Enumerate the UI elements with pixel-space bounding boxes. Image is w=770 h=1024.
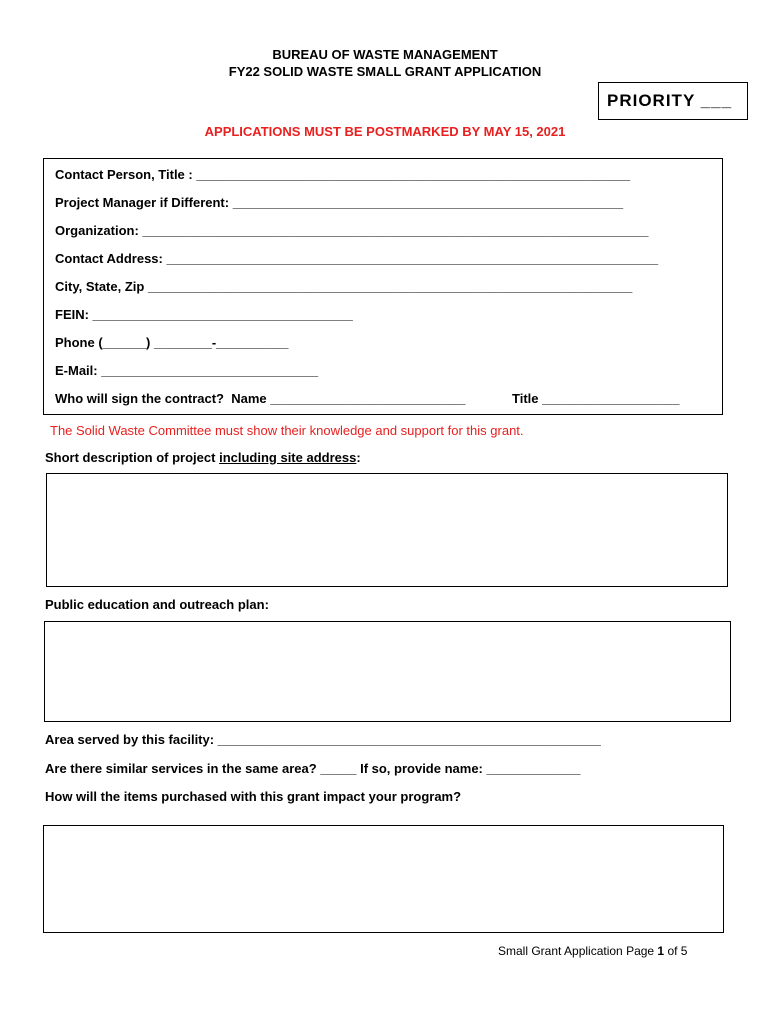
project-description-label bbox=[45, 450, 361, 465]
footer-middle: of bbox=[664, 944, 681, 958]
outreach-plan-label: Public education and outreach plan: bbox=[45, 597, 269, 612]
priority-box[interactable]: PRIORITY ___ bbox=[598, 82, 748, 120]
committee-support-note: The Solid Waste Committee must show their knowledge and support for this grant. bbox=[50, 423, 524, 438]
fein-field[interactable]: FEIN: ____________________________________ bbox=[55, 307, 353, 322]
email-field[interactable]: E-Mail: ______________________________ bbox=[55, 363, 319, 378]
footer-prefix: Small Grant Application Page bbox=[498, 944, 658, 958]
signer-name-field[interactable]: Who will sign the contract? Name ___________________________ bbox=[55, 391, 466, 406]
signer-title-field[interactable]: Title ___________________ bbox=[512, 391, 680, 406]
footer-page-number: 1 bbox=[657, 944, 665, 958]
deadline-notice: APPLICATIONS MUST BE POSTMARKED BY MAY 15, 2021 bbox=[204, 124, 566, 139]
header-form-title: FY22 SOLID WASTE SMALL GRANT APPLICATION bbox=[228, 64, 542, 79]
footer-page-total: 5 bbox=[680, 944, 688, 958]
project-description-box[interactable] bbox=[46, 473, 728, 587]
project-description-prefix: Short description of project bbox=[45, 450, 220, 465]
impact-answer-box[interactable] bbox=[43, 825, 724, 933]
outreach-plan-box[interactable] bbox=[44, 621, 731, 722]
project-manager-field[interactable]: Project Manager if Different: ______________________________________________________ bbox=[55, 195, 624, 210]
impact-question-label: How will the items purchased with this grant impact your program? bbox=[45, 789, 462, 804]
organization-field[interactable]: Organization: ______________________________________________________________________ bbox=[55, 223, 649, 238]
project-description-underlined: including site address bbox=[219, 450, 357, 465]
contact-person-field[interactable]: Contact Person, Title : ____________________________________________________________ bbox=[55, 167, 631, 182]
header-bureau: BUREAU OF WASTE MANAGEMENT bbox=[272, 47, 498, 62]
similar-services-field[interactable]: Are there similar services in the same area? _____ If so, provide name: _____________ bbox=[45, 761, 581, 776]
city-state-zip-field[interactable]: City, State, Zip ___________________________________________________________________ bbox=[55, 279, 633, 294]
area-served-field[interactable]: Area served by this facility: _____________________________________________________ bbox=[45, 732, 601, 747]
phone-field[interactable]: Phone (______) ________-__________ bbox=[55, 335, 289, 350]
project-description-suffix: : bbox=[356, 450, 361, 465]
contact-address-field[interactable]: Contact Address: ____________________________________________________________________ bbox=[55, 251, 659, 266]
page-footer bbox=[498, 944, 687, 958]
